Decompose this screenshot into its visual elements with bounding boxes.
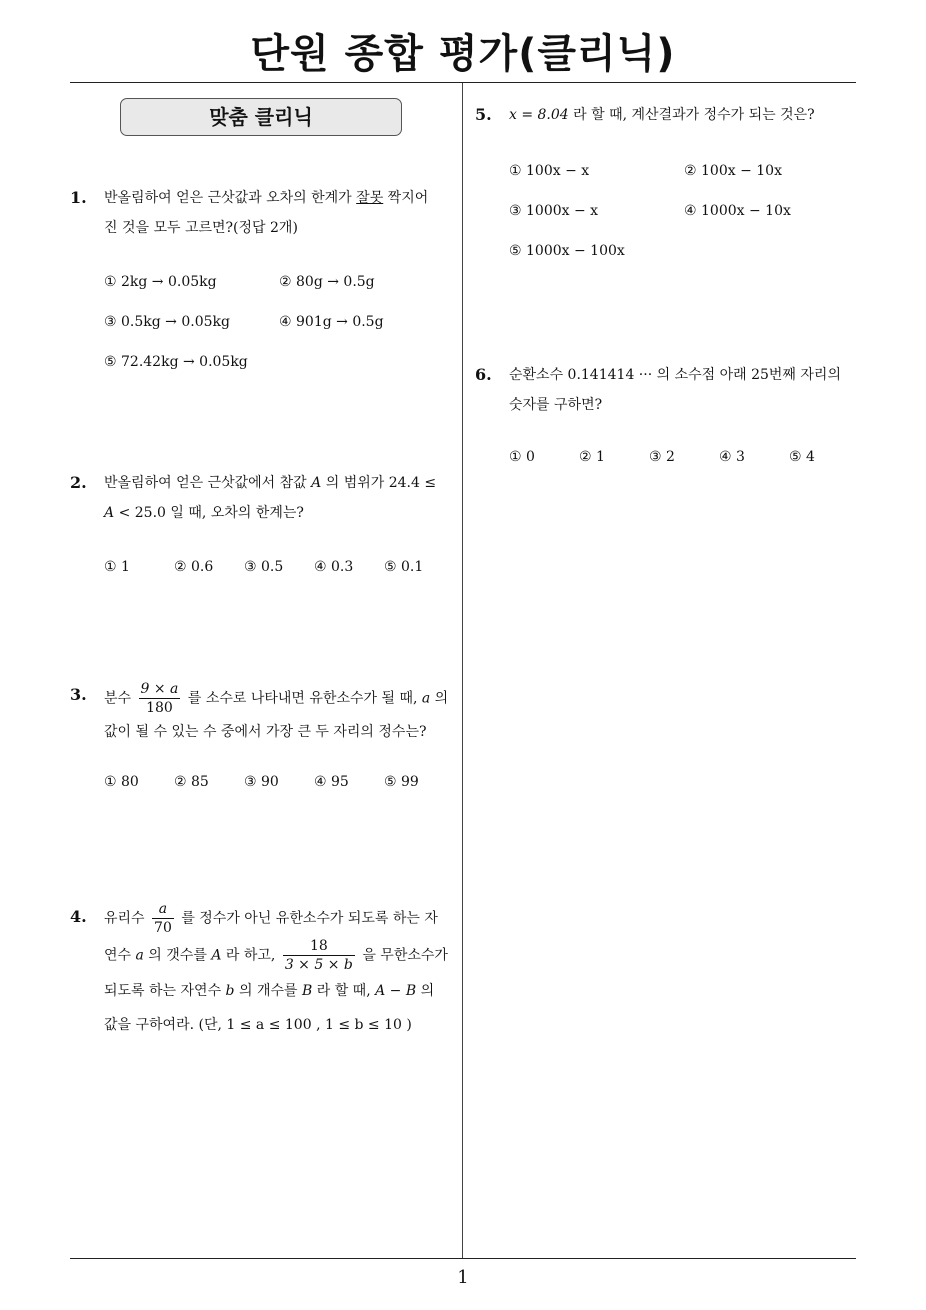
math-var: A [211,947,222,964]
option-1[interactable]: ① 1 [104,559,130,575]
option-5[interactable]: ⑤ 4 [789,449,815,465]
text: 라 하고, [221,947,276,964]
math-var: A [311,475,322,491]
option-4[interactable]: ④ 95 [314,774,349,790]
text: 라 할 때, [312,983,376,999]
fraction-denominator: 70 [154,920,172,936]
text: 반올림하여 얻은 근삿값과 오차의 한계가 [104,190,357,206]
text: 유리수 [104,910,145,927]
question-text [104,680,460,747]
option-5[interactable]: ⑤ 99 [384,774,419,790]
question-number: 3. [70,685,87,704]
question-number: 1. [70,188,87,207]
question-4 [70,900,460,1042]
question-6 [475,360,875,482]
question-3 [70,680,460,807]
question-text [509,100,865,130]
math-expression: A − B [375,983,417,999]
text: 의 갯수를 [143,947,212,964]
option-5[interactable]: ⑤ 72.42kg → 0.05kg [104,354,248,370]
option-2[interactable]: ② 85 [174,774,209,790]
fraction-denominator: 180 [146,700,173,716]
text: 의 [416,983,435,999]
math-var: B [301,983,313,999]
option-1[interactable]: ① 2kg → 0.05kg [104,274,217,290]
answer-options [104,267,460,377]
fraction-denominator: 3 × 5 × b [284,957,353,973]
text: 숫자를 구하면? [509,397,603,413]
answer-options [509,156,865,266]
question-1 [70,183,460,387]
option-5[interactable]: ⑤ 1000x − 100x [509,243,625,259]
page-number: 1 [457,1267,469,1288]
text: 의 [430,690,449,707]
text: 진 것을 모두 고르면?(정답 2개) [104,220,298,236]
option-5[interactable]: ⑤ 0.1 [384,559,424,575]
answer-options [104,767,460,797]
text: 라 할 때, 계산결과가 정수가 되는 것은? [568,107,815,123]
option-3[interactable]: ③ 0.5kg → 0.05kg [104,314,230,330]
math-var: b [225,983,235,999]
question-text [509,360,875,420]
page-title: 단원 종합 평가(클리닉) [250,31,676,77]
top-rule [70,82,856,83]
question-5 [475,100,865,276]
underlined-text: 잘못 [356,190,384,206]
option-4[interactable]: ④ 1000x − 10x [684,203,791,219]
question-text [104,183,460,243]
question-2 [70,468,460,592]
text: 연수 [104,947,136,964]
section-badge: 맞춤 클리닉 [120,98,402,136]
fraction-numerator: 9 × a [140,681,179,697]
text: 값이 될 수 있는 수 중에서 가장 큰 두 자리의 정수는? [104,724,427,740]
fraction-numerator: 18 [283,937,355,956]
question-number: 4. [70,907,87,926]
question-number: 5. [475,105,492,124]
text: 의 개수를 [234,983,302,999]
question-number: 2. [70,473,87,492]
option-1[interactable]: ① 0 [509,449,535,465]
text: < 25.0 일 때, 오차의 한계는? [114,505,304,521]
math-var: a [135,947,144,964]
option-2[interactable]: ② 80g → 0.5g [279,274,375,290]
text: 의 범위가 24.4 ≤ [321,475,437,491]
text: 값을 구하여라. (단, 1 ≤ a ≤ 100 , 1 ≤ b ≤ 10 ) [104,1017,412,1033]
question-number: 6. [475,365,492,384]
fraction [283,937,355,974]
text: 짝지어 [383,190,429,206]
answer-options [509,442,875,472]
option-4[interactable]: ④ 901g → 0.5g [279,314,384,330]
text: 를 소수로 나타내면 유한소수가 될 때, [187,690,422,707]
math-expression: x = 8.04̇ [509,107,569,123]
bottom-rule [70,1258,856,1259]
answer-options [104,552,460,582]
option-3[interactable]: ③ 0.5 [244,559,284,575]
text: 을 무한소수가 [362,947,448,964]
option-3[interactable]: ③ 90 [244,774,279,790]
question-text [104,468,460,528]
text: 를 정수가 아닌 유한소수가 되도록 하는 자 [181,910,438,927]
text: 되도록 하는 자연수 [104,983,226,999]
option-4[interactable]: ④ 3 [719,449,745,465]
option-3[interactable]: ③ 2 [649,449,675,465]
option-4[interactable]: ④ 0.3 [314,559,354,575]
fraction-numerator: a [152,900,174,919]
fraction [139,680,181,717]
option-2[interactable]: ② 0.6 [174,559,214,575]
option-1[interactable]: ① 100x − x [509,163,590,179]
option-1[interactable]: ① 80 [104,774,139,790]
column-divider [462,83,463,1258]
option-3[interactable]: ③ 1000x − x [509,203,599,219]
text: 반올림하여 얻은 근삿값에서 참값 [104,475,312,491]
text: 분수 [104,690,132,707]
option-2[interactable]: ② 1 [579,449,605,465]
math-var: a [421,690,431,707]
option-2[interactable]: ② 100x − 10x [684,163,782,179]
question-text [104,900,460,1042]
math-var: A [104,505,115,521]
fraction [152,900,174,937]
text: 순환소수 0.141414 ··· 의 소수점 아래 25번째 자리의 [509,367,841,383]
